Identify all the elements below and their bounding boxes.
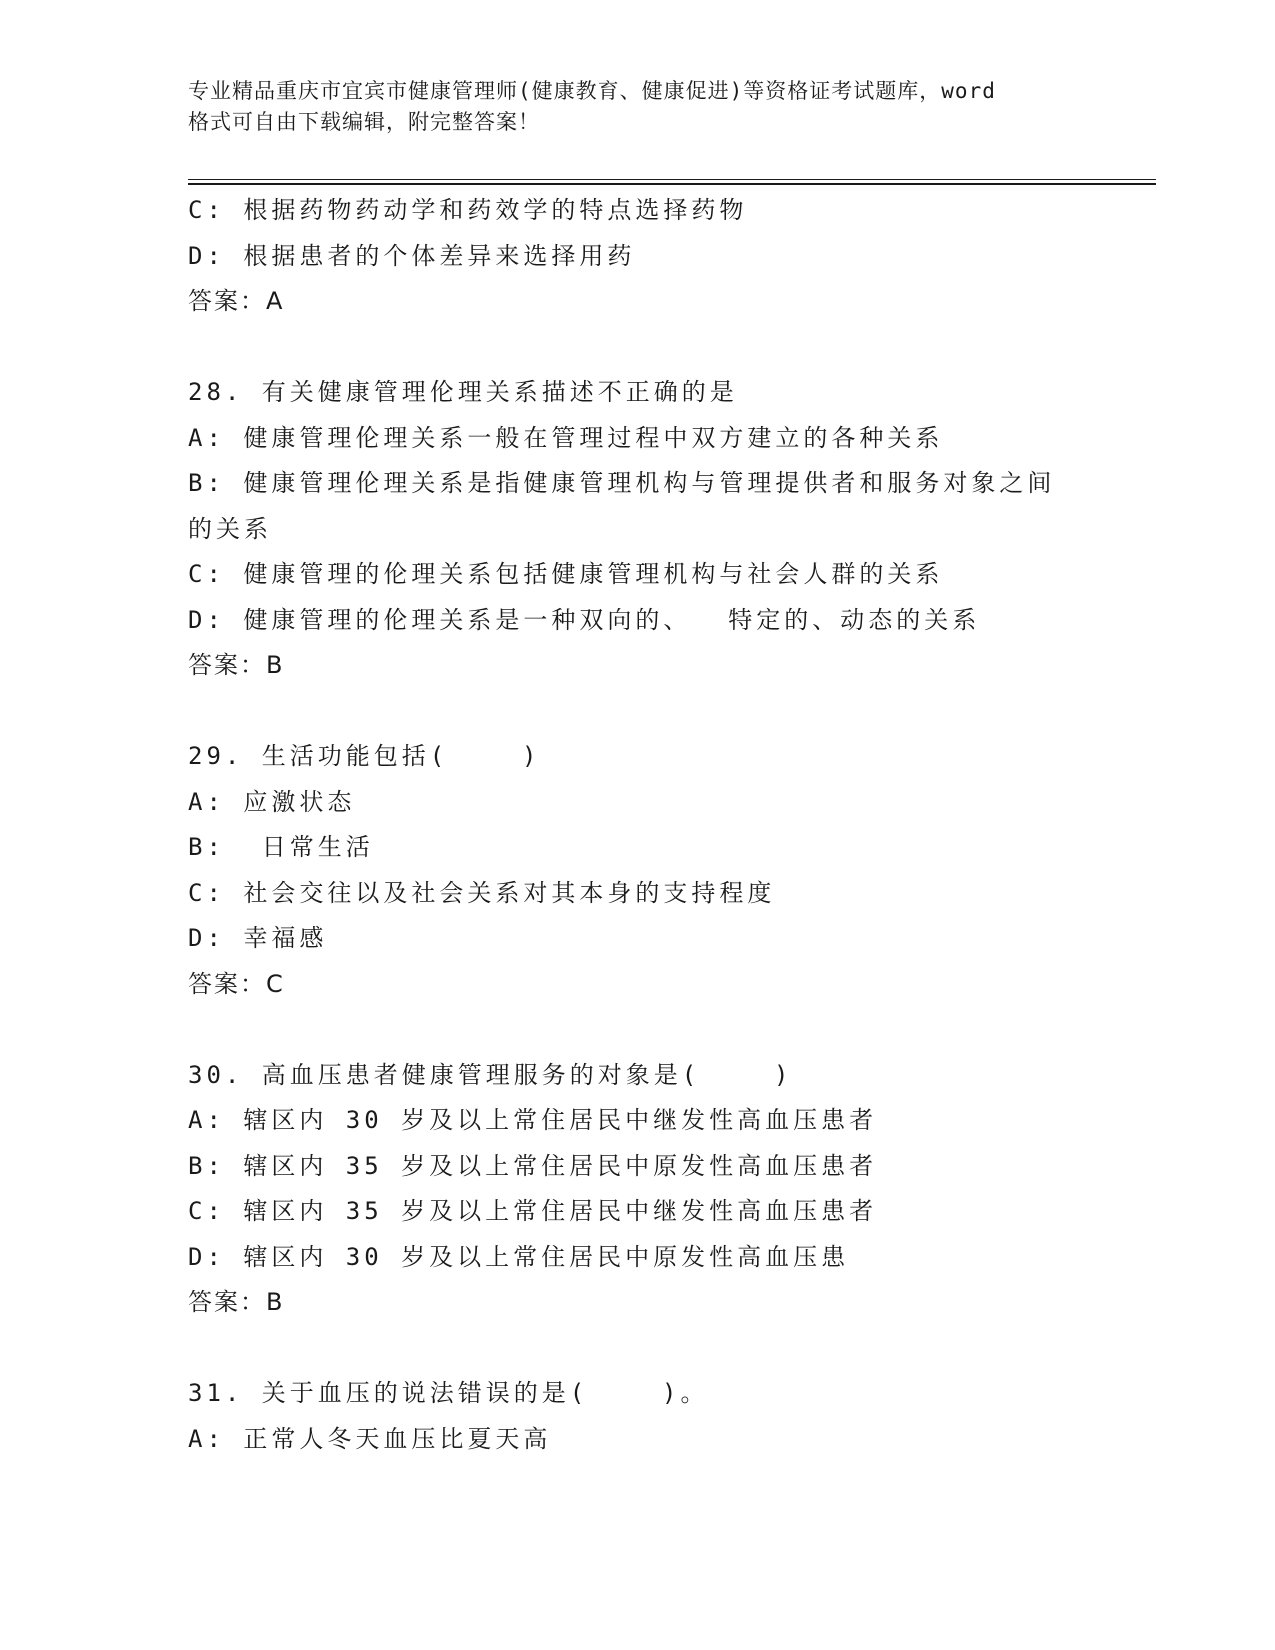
option-c: C: 社会交往以及社会关系对其本身的支持程度 <box>188 878 776 907</box>
question-block-27 <box>188 188 1088 325</box>
question-list <box>188 188 1088 1462</box>
option-b: B: 健康管理伦理关系是指健康管理机构与管理提供者和服务对象之间 <box>188 469 1056 497</box>
question-text: 28. 有关健康管理伦理关系描述不正确的是 <box>188 378 738 406</box>
answer-text: 答案：B <box>188 1288 285 1316</box>
option-b-continued: 的关系 <box>188 514 272 543</box>
question-block-29 <box>188 734 1088 1007</box>
question-text: 29. 生活功能包括( ) <box>188 742 541 770</box>
spacer <box>188 1326 1088 1372</box>
option-d: D: 健康管理的伦理关系是一种双向的、 特定的、动态的关系 <box>188 605 981 634</box>
option-d: D: 幸福感 <box>188 924 328 952</box>
header-line-2: 格式可自由下载编辑，附完整答案！ <box>188 110 540 134</box>
option-d: D: 辖区内 30 岁及以上常住居民中原发性高血压患 <box>188 1242 850 1271</box>
option-d: D: 根据患者的个体差异来选择用药 <box>188 241 636 270</box>
header-divider-thick <box>188 183 1156 185</box>
option-a: A: 辖区内 30 岁及以上常住居民中继发性高血压患者 <box>188 1106 878 1134</box>
spacer <box>188 325 1088 371</box>
answer-text: 答案：B <box>188 651 285 679</box>
option-a: A: 应激状态 <box>188 787 356 816</box>
question-block-30 <box>188 1053 1088 1326</box>
question-text: 31. 关于血压的说法错误的是( )。 <box>188 1379 709 1407</box>
spacer <box>188 1007 1088 1053</box>
option-a: A: 健康管理伦理关系一般在管理过程中双方建立的各种关系 <box>188 423 944 452</box>
header-line-1: 专业精品重庆市宜宾市健康管理师(健康教育、健康促进)等资格证考试题库，word <box>188 79 996 103</box>
question-block-31 <box>188 1371 1088 1462</box>
option-c: C: 根据药物药动学和药效学的特点选择药物 <box>188 196 748 224</box>
question-block-28 <box>188 370 1088 689</box>
spacer <box>188 689 1088 735</box>
header-divider-thin <box>188 179 1156 180</box>
option-b: B: 辖区内 35 岁及以上常住居民中原发性高血压患者 <box>188 1151 878 1180</box>
answer-text: 答案：C <box>188 969 285 998</box>
question-text: 30. 高血压患者健康管理服务的对象是( ) <box>188 1060 793 1089</box>
option-c: C: 健康管理的伦理关系包括健康管理机构与社会人群的关系 <box>188 560 944 588</box>
option-a: A: 正常人冬天血压比夏天高 <box>188 1424 552 1453</box>
answer-text: 答案：A <box>188 287 285 315</box>
option-c: C: 辖区内 35 岁及以上常住居民中继发性高血压患者 <box>188 1197 878 1225</box>
option-b: B: 日常生活 <box>188 833 374 861</box>
document-header <box>188 76 1088 138</box>
